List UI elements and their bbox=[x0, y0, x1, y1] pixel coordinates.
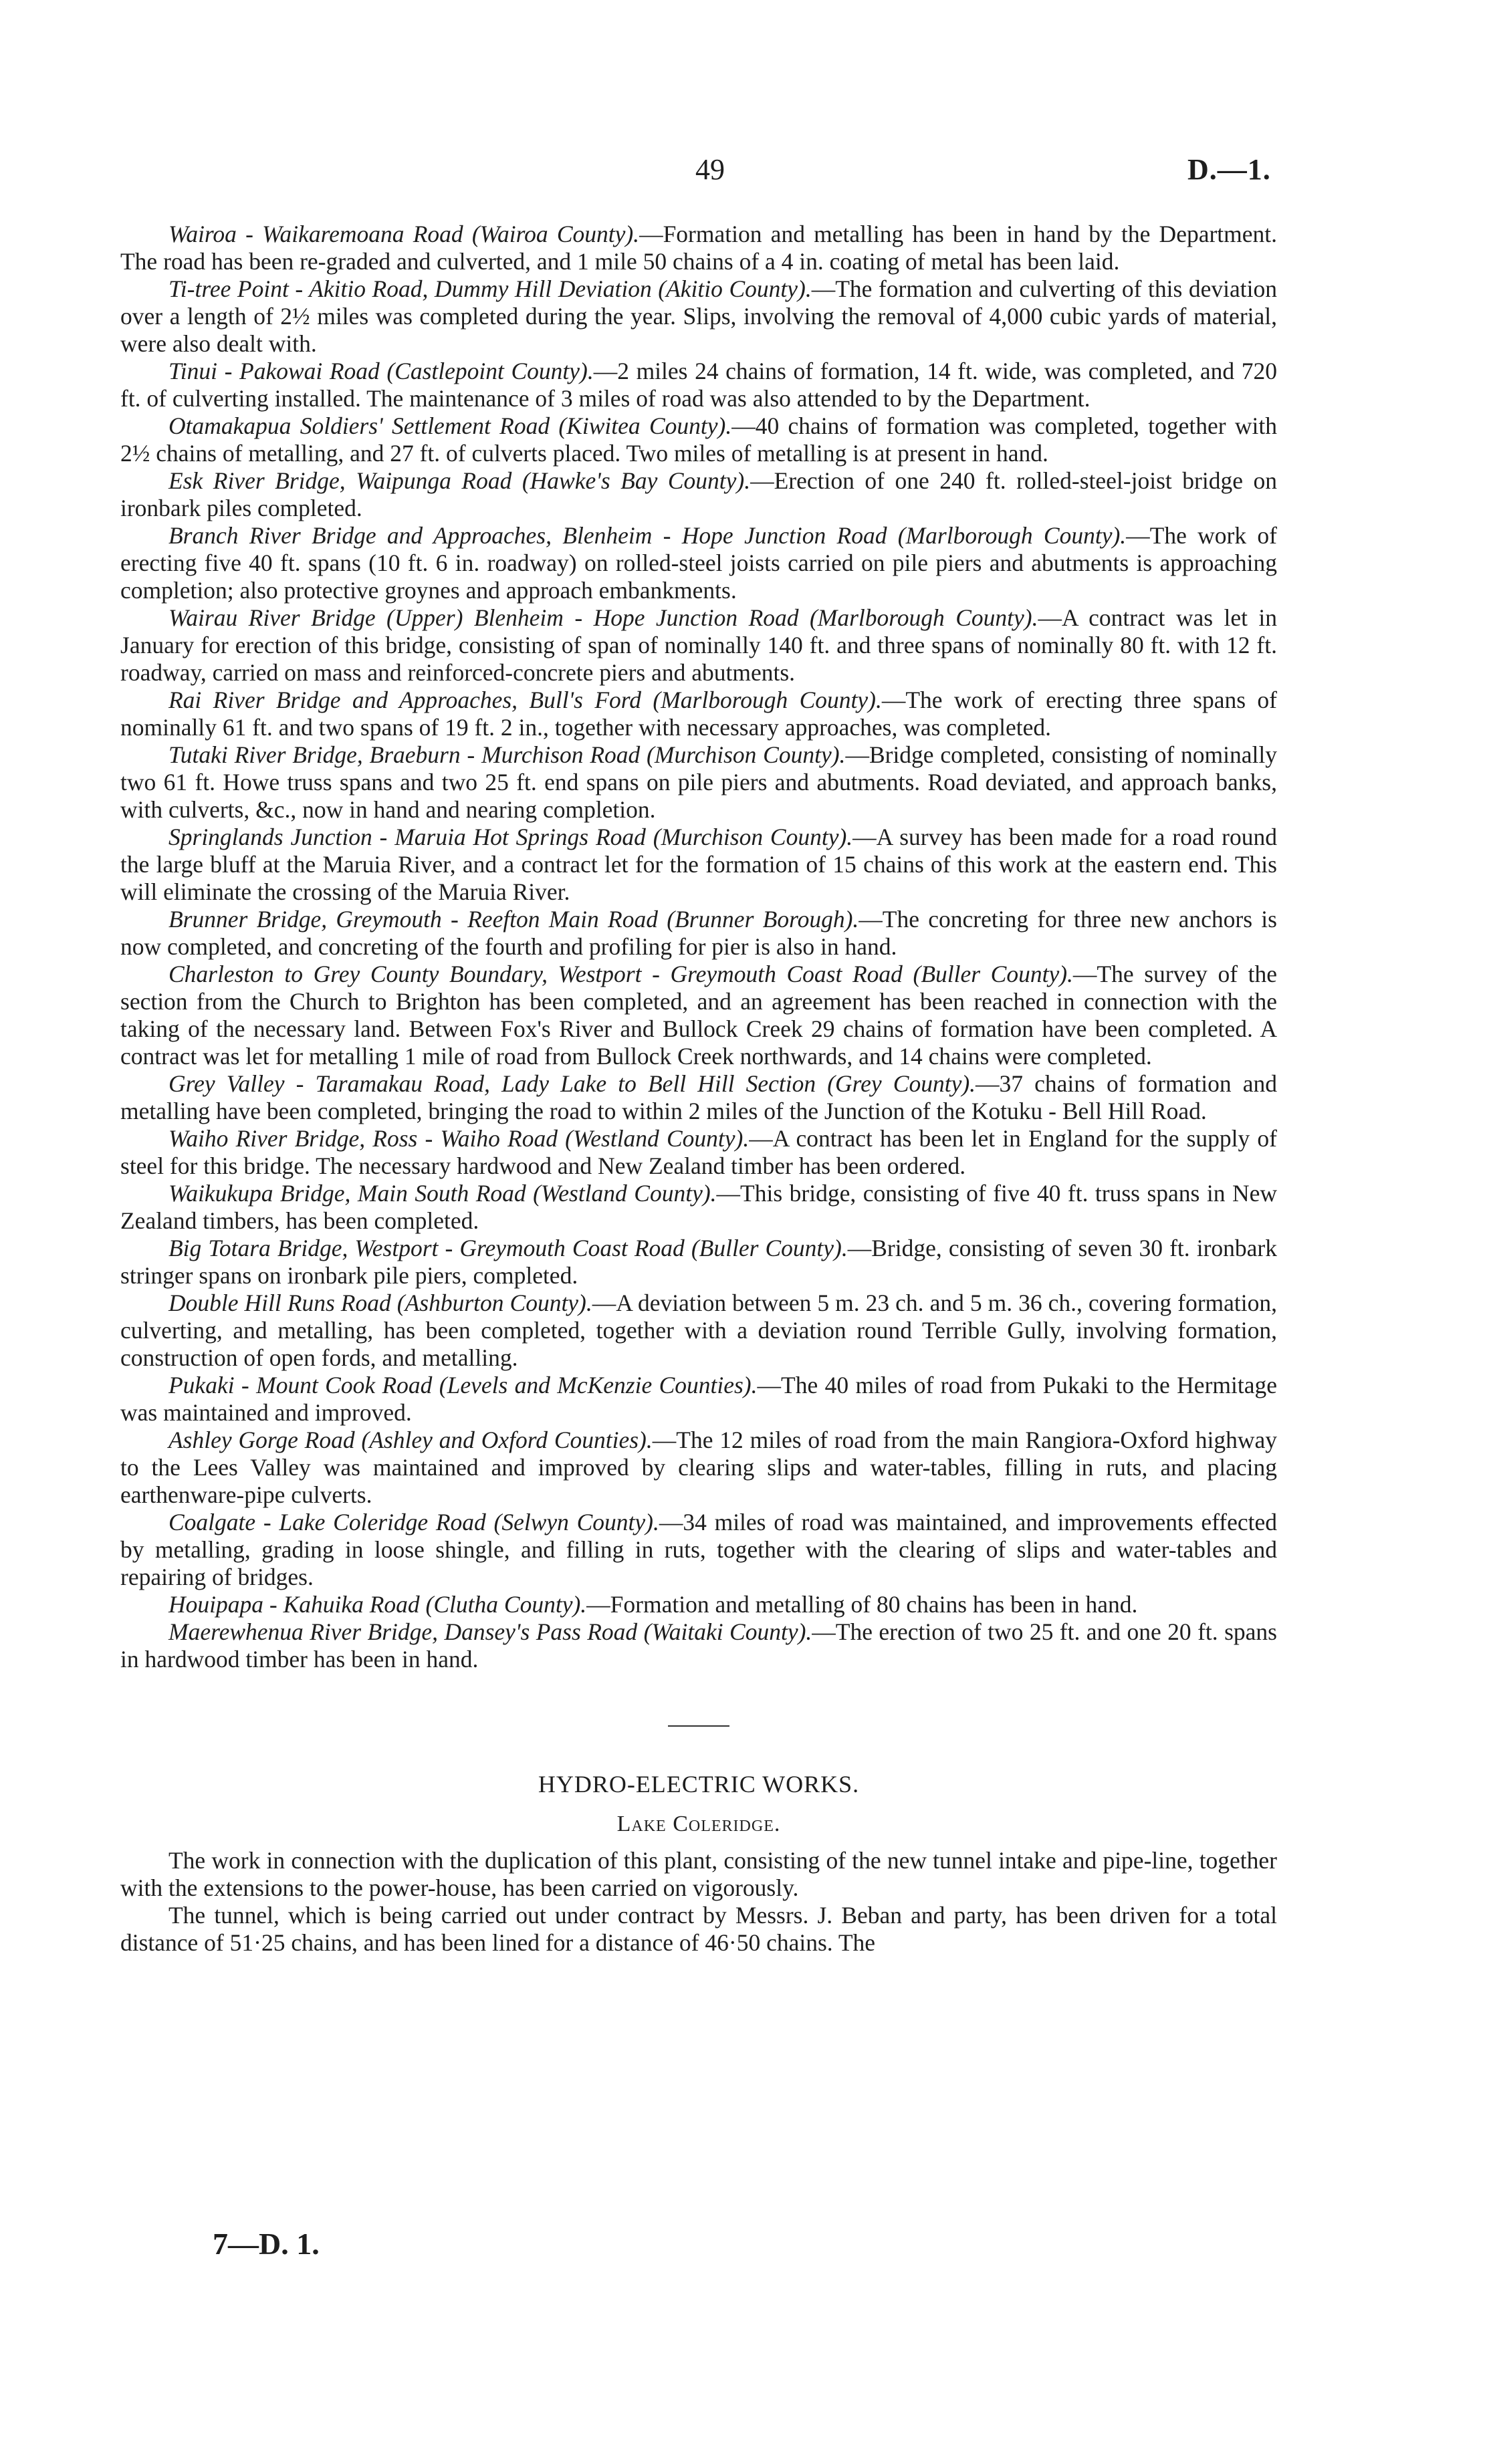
paragraph bbox=[120, 824, 1277, 906]
paragraph-text: —The 12 miles of road from the main Rangiora-Oxford highway to the Lees Valley was maintained and improved by clearing slips and water-tables, filling in ruts, and placing earthenware-pipe culverts. bbox=[120, 1427, 1277, 1508]
signature-mark: 7—D. 1. bbox=[213, 2227, 320, 2261]
paragraph-text: —Erection of one 240 ft. rolled-steel-joist bridge on ironbark piles completed. bbox=[120, 467, 1277, 521]
paragraph bbox=[120, 961, 1277, 1070]
paragraph-title: Grey Valley - Taramakau Road, Lady Lake to Bell Hill Section (Grey County). bbox=[168, 1070, 976, 1097]
paragraph-title: Wairoa - Waikaremoana Road (Wairoa County). bbox=[168, 221, 640, 247]
paragraph-text: —Bridge, consisting of seven 30 ft. ironbark stringer spans on ironbark pile piers, completed. bbox=[120, 1235, 1277, 1289]
paragraph-title: Springlands Junction - Maruia Hot Springs Road (Murchison County). bbox=[168, 824, 853, 850]
paragraph-title: Houipapa - Kahuika Road (Clutha County). bbox=[168, 1591, 587, 1618]
paragraph-text: —The work of erecting five 40 ft. spans (10 ft. 6 in. roadway) on rolled-steel joists carried on pile piers and abutments is approaching completion; also protective groynes and approach embankments. bbox=[120, 522, 1277, 604]
paragraph-title: Double Hill Runs Road (Ashburton County). bbox=[168, 1289, 592, 1316]
paragraph-title: Coalgate - Lake Coleridge Road (Selwyn County). bbox=[168, 1509, 659, 1535]
paragraph-text: —Bridge completed, consisting of nominally two 61 ft. Howe truss spans and two 25 ft. end spans on pile piers and abutments. Road deviated, and approach banks, with culverts, &c., now in hand and nearing completion. bbox=[120, 741, 1277, 823]
paragraph-text: —The survey of the section from the Church to Brighton has been completed, and an agreement has been reached in connection with the taking of the necessary land. Between Fox's River and Bullock Creek 29 chains of formation have been completed. A contract was let for metalling 1 mile of road from Bullock Creek northwards, and 14 chains were completed. bbox=[120, 961, 1277, 1070]
paragraph-title: Ashley Gorge Road (Ashley and Oxford Counties). bbox=[168, 1427, 653, 1453]
paragraph-text: —The 40 miles of road from Pukaki to the Hermitage was maintained and improved. bbox=[120, 1372, 1277, 1426]
paragraph-text: —37 chains of formation and metalling have been completed, bringing the road to within 2 miles of the Junction of the Kotuku - Bell Hill Road. bbox=[120, 1070, 1277, 1124]
paragraph-text: —The erection of two 25 ft. and one 20 ft. spans in hardwood timber has been in hand. bbox=[120, 1618, 1277, 1673]
paragraph bbox=[120, 687, 1277, 741]
page-number: 49 bbox=[695, 153, 725, 186]
document-reference: D.—1. bbox=[1187, 153, 1271, 186]
paragraph-title: Esk River Bridge, Waipunga Road (Hawke's Bay County). bbox=[168, 467, 751, 494]
paragraph-title: Brunner Bridge, Greymouth - Reefton Main Road (Brunner Borough). bbox=[168, 906, 859, 933]
paragraph bbox=[120, 1125, 1277, 1180]
paragraph bbox=[120, 1591, 1277, 1618]
paragraph-title: Maerewhenua River Bridge, Dansey's Pass Road (Waitaki County). bbox=[168, 1618, 812, 1645]
paragraph bbox=[120, 358, 1277, 412]
paragraph bbox=[120, 1618, 1277, 1673]
paragraph bbox=[120, 1070, 1277, 1125]
paragraph bbox=[120, 275, 1277, 358]
body-text bbox=[120, 221, 1277, 1957]
paragraph-title: Wairau River Bridge (Upper) Blenheim - Hope Junction Road (Marlborough County). bbox=[168, 604, 1038, 631]
paragraph-text: —A deviation between 5 m. 23 ch. and 5 m. 36 ch., covering formation, culverting, and metalling, has been completed, together with a deviation round Terrible Gully, involving formation, construction of open fords, and metalling. bbox=[120, 1289, 1277, 1371]
paragraph-title: Branch River Bridge and Approaches, Blenheim - Hope Junction Road (Marlborough County). bbox=[168, 522, 1127, 549]
paragraph bbox=[120, 604, 1277, 687]
paragraph bbox=[120, 1372, 1277, 1427]
paragraph-text: —A contract has been let in England for the supply of steel for this bridge. The necessary hardwood and New Zealand timber has been ordered. bbox=[120, 1125, 1277, 1179]
section-title: HYDRO-ELECTRIC WORKS. bbox=[538, 1771, 860, 1798]
paragraph bbox=[120, 1509, 1277, 1591]
paragraph bbox=[120, 221, 1277, 275]
section-divider bbox=[668, 1725, 729, 1727]
paragraph bbox=[120, 1235, 1277, 1289]
paragraph-title: Ti-tree Point - Akitio Road, Dummy Hill Deviation (Akitio County). bbox=[168, 275, 812, 302]
paragraph-title: Otamakapua Soldiers' Settlement Road (Kiwitea County). bbox=[168, 412, 732, 439]
paragraph-title: Pukaki - Mount Cook Road (Levels and McKenzie Counties). bbox=[168, 1372, 758, 1398]
paragraph-title: Waiho River Bridge, Ross - Waiho Road (Westland County). bbox=[168, 1125, 750, 1152]
paragraph bbox=[120, 741, 1277, 824]
paragraph-title: Big Totara Bridge, Westport - Greymouth Coast Road (Buller County). bbox=[168, 1235, 848, 1261]
paragraph bbox=[120, 1427, 1277, 1509]
paragraph-text: —40 chains of formation was completed, together with 2½ chains of metalling, and 27 ft. of culverts placed. Two miles of metalling is at present in hand. bbox=[120, 412, 1277, 467]
section-paragraph: The tunnel, which is being carried out under contract by Messrs. J. Beban and party, has been driven for a total distance of 51·25 chains, and has been lined for a distance of 46·50 chains. The bbox=[120, 1902, 1277, 1956]
paragraph bbox=[120, 1180, 1277, 1235]
paragraph-text: —The concreting for three new anchors is now completed, and concreting of the fourth and profiling for pier is also in hand. bbox=[120, 906, 1277, 960]
paragraph-text: —The formation and culverting of this deviation over a length of 2½ miles was completed during the year. Slips, involving the removal of 4,000 cubic yards of material, were also dealt with. bbox=[120, 275, 1277, 357]
paragraph bbox=[120, 467, 1277, 522]
paragraph-title: Rai River Bridge and Approaches, Bull's Ford (Marlborough County). bbox=[168, 687, 882, 713]
paragraph bbox=[120, 906, 1277, 961]
paragraph-text: —Formation and metalling of 80 chains has been in hand. bbox=[586, 1591, 1138, 1618]
paragraph bbox=[120, 1289, 1277, 1372]
paragraph-text: —Formation and metalling has been in hand by the Department. The road has been re-graded and culverted, and 1 mile 50 chains of a 4 in. coating of metal has been laid. bbox=[120, 221, 1277, 275]
paragraph bbox=[120, 522, 1277, 604]
paragraph-text: —34 miles of road was maintained, and improvements effected by metalling, grading in loose shingle, and filling in ruts, together with the clearing of slips and water-tables and repairing of bridges. bbox=[120, 1509, 1277, 1590]
subsection-title: Lake Coleridge. bbox=[616, 1812, 781, 1836]
paragraph-text: —A survey has been made for a road round the large bluff at the Maruia River, and a contract let for the formation of 15 chains of this work at the eastern end. This will eliminate the crossing of the Maruia River. bbox=[120, 824, 1277, 905]
paragraph-title: Tinui - Pakowai Road (Castlepoint County). bbox=[168, 358, 594, 384]
paragraph bbox=[120, 412, 1277, 467]
paragraph-text: —The work of erecting three spans of nominally 61 ft. and two spans of 19 ft. 2 in., together with necessary approaches, was completed. bbox=[120, 687, 1277, 741]
paragraph-text: —2 miles 24 chains of formation, 14 ft. wide, was completed, and 720 ft. of culverting installed. The maintenance of 3 miles of road was also attended to by the Department. bbox=[120, 358, 1277, 412]
paragraph-title: Charleston to Grey County Boundary, Westport - Greymouth Coast Road (Buller County). bbox=[168, 961, 1073, 987]
paragraph-text: —A contract was let in January for erection of this bridge, consisting of span of nominally 140 ft. and three spans of nominally 80 ft. with 12 ft. roadway, carried on mass and reinforced-concrete piers and abutments. bbox=[120, 604, 1277, 686]
paragraph-title: Tutaki River Bridge, Braeburn - Murchison Road (Murchison County). bbox=[168, 741, 846, 768]
paragraph-text: —This bridge, consisting of five 40 ft. truss spans in New Zealand timbers, has been completed. bbox=[120, 1180, 1277, 1234]
section-paragraph: The work in connection with the duplication of this plant, consisting of the new tunnel intake and pipe-line, together with the extensions to the power-house, has been carried on vigorously. bbox=[120, 1847, 1277, 1901]
paragraph-title: Waikukupa Bridge, Main South Road (Westland County). bbox=[168, 1180, 717, 1207]
